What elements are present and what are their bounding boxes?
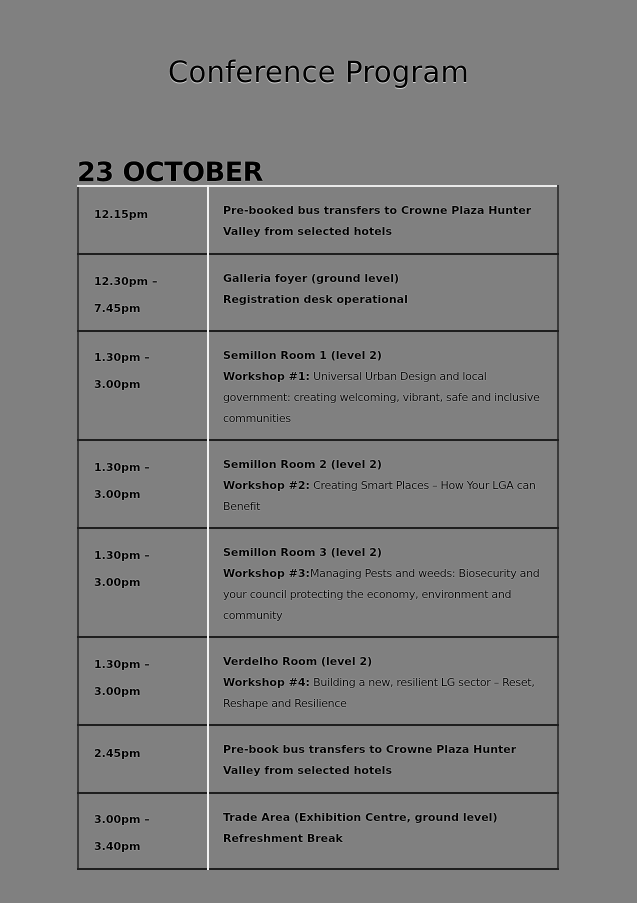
description-cell	[208, 637, 558, 725]
time-end: 3.00pm	[94, 576, 141, 589]
table-row	[78, 725, 558, 793]
workshop-label: Workshop #4:	[223, 676, 310, 689]
time-cell	[78, 637, 208, 725]
venue: Semillon Room 1 (level 2)	[223, 349, 382, 362]
schedule-table	[77, 185, 559, 870]
description-cell	[208, 528, 558, 637]
time-start: 1.30pm –	[94, 549, 150, 562]
venue: Verdelho Room (level 2)	[223, 655, 373, 668]
description-cell	[208, 725, 558, 793]
time-start: 1.30pm –	[94, 351, 150, 364]
venue: Semillon Room 3 (level 2)	[223, 546, 382, 559]
time-cell	[78, 725, 208, 793]
workshop-label: Workshop #2:	[223, 479, 310, 492]
table-row	[78, 254, 558, 331]
time-end: 3.40pm	[94, 840, 141, 853]
event-note: Registration desk operational	[223, 293, 408, 306]
venue: Trade Area (Exhibition Centre, ground level)	[223, 811, 498, 824]
description-cell	[208, 254, 558, 331]
description-cell	[208, 331, 558, 440]
time-start: 3.00pm –	[94, 813, 150, 826]
time-end: 3.00pm	[94, 378, 141, 391]
time-end: 3.00pm	[94, 488, 141, 501]
date-heading: 23 OCTOBER	[77, 157, 263, 189]
time-start: 2.45pm	[94, 747, 141, 760]
workshop-label: Workshop #1:	[223, 370, 310, 383]
workshop-title: Creating Smart Places – How Your LGA can Benefit	[223, 479, 536, 513]
time-cell	[78, 793, 208, 869]
time-cell	[78, 186, 208, 254]
workshop-label: Workshop #3:	[223, 567, 310, 580]
description-cell	[208, 440, 558, 528]
table-row	[78, 186, 558, 254]
workshop-title: Building a new, resilient LG sector – Reset, Reshape and Resilience	[223, 676, 535, 710]
venue: Galleria foyer (ground level)	[223, 272, 400, 285]
time-cell	[78, 254, 208, 331]
time-start: 1.30pm –	[94, 658, 150, 671]
time-cell	[78, 440, 208, 528]
time-end: 7.45pm	[94, 302, 141, 315]
venue: Pre-booked bus transfers to Crowne Plaza Hunter Valley from selected hotels	[223, 204, 532, 238]
page-title: Conference Program	[168, 55, 469, 90]
description-cell	[208, 793, 558, 869]
time-cell	[78, 331, 208, 440]
workshop-title: Managing Pests and weeds: Biosecurity and your council protecting the economy, environment and community	[223, 567, 540, 622]
table-row	[78, 440, 558, 528]
time-start: 1.30pm –	[94, 461, 150, 474]
time-start: 12.30pm –	[94, 275, 158, 288]
venue: Semillon Room 2 (level 2)	[223, 458, 382, 471]
time-cell	[78, 528, 208, 637]
time-end: 3.00pm	[94, 685, 141, 698]
event-note: Refreshment Break	[223, 832, 343, 845]
table-row	[78, 793, 558, 869]
table-row	[78, 331, 558, 440]
venue: Pre-book bus transfers to Crowne Plaza Hunter Valley from selected hotels	[223, 743, 517, 777]
time-start: 12.15pm	[94, 208, 149, 221]
table-row	[78, 528, 558, 637]
table-row	[78, 637, 558, 725]
workshop-title: Universal Urban Design and local government: creating welcoming, vibrant, safe and inclusive communities	[223, 370, 540, 425]
description-cell	[208, 186, 558, 254]
